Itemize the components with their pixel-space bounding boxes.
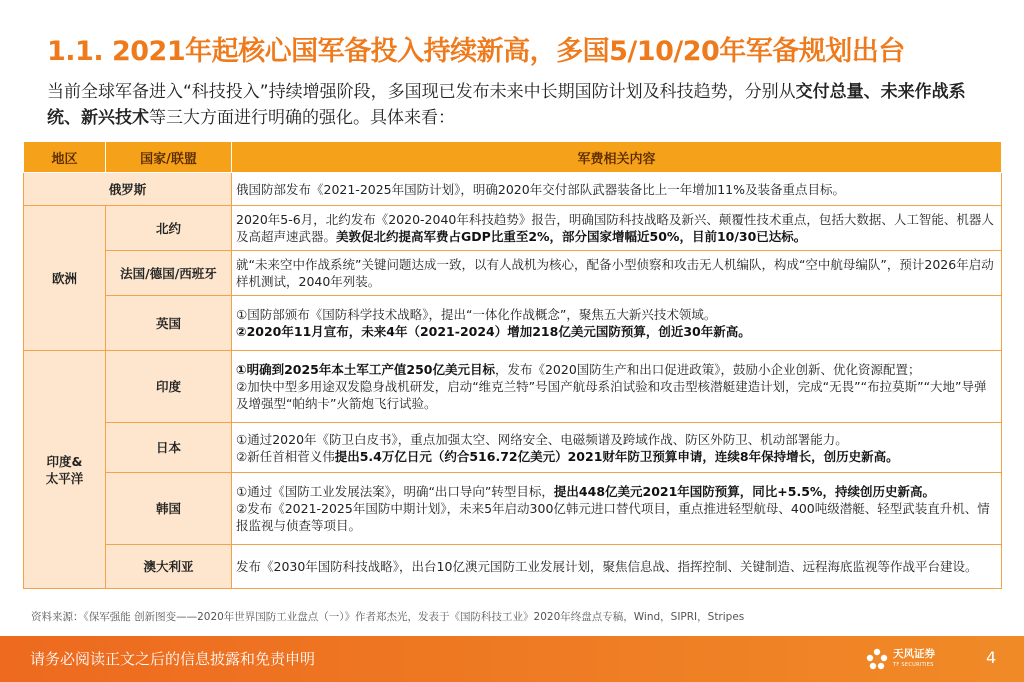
brand-subtitle: TF SECURITIES <box>893 662 934 668</box>
table-row-uk <box>24 296 1002 351</box>
defense-budget-table <box>23 141 1002 589</box>
country-india: 印度 <box>106 351 232 423</box>
country-japan: 日本 <box>106 423 232 473</box>
japan-line-1: ①通过2020年《防卫白皮书》，重点加强太空、网络安全、电磁频谱及跨域作战、防区外防卫、机动部署能力。 <box>236 431 848 447</box>
india-text-2: ②加快中型多用途双发隐身战机研发，启动“维克兰特”号国产航母系泊试验和攻击型核潜艇建造计划，完成“无畏”“布拉莫斯”“大地”导弹及增强型“帕纳卡”火箭炮飞行试验。 <box>236 379 987 411</box>
india-text-1: ，发布《2020国防生产和出口促进政策》，鼓励小企业创新、优化资源配置； <box>494 362 921 377</box>
content-india <box>232 351 1002 423</box>
source-note: 资料来源：《保军强能 创新图变——2020年世界国防工业盘点（一）》作者郑杰光，发表于《国防科技工业》2020年终盘点专稿，Wind，SIPRI，Stripes <box>31 611 745 623</box>
uk-line-2: ②2020年11月宣布，未来4年（2021-2024）增加218亿美元国防预算，创近30年新高。 <box>236 324 751 339</box>
content-russia: 俄国防部发布《2021-2025年国防计划》，明确2020年交付部队武器装备比上一年增加11%及装备重点目标。 <box>232 173 1002 206</box>
content-japan <box>232 423 1002 473</box>
content-uk <box>232 296 1002 351</box>
disclaimer-link[interactable]: 请务必阅读正文之后的信息披露和免责申明 <box>30 650 316 668</box>
nato-text: 2020年5-6月，北约发布《2020-2040年科技趋势》报告，明确国防科技战略及新兴、颠覆性技术重点，包括大数据、人工智能、机器人及高超声速武器。 <box>236 212 994 244</box>
flower-logo-icon <box>865 647 889 671</box>
korea-text-2: ②发布《2021-2025年国防中期计划》，未来5年启动300亿韩元进口替代项目，重点推进轻型航母、400吨级潜艇、轻型武装直升机、情报监视与侦查等项目。 <box>236 501 990 533</box>
page-number: 4 <box>986 648 997 667</box>
intro-paragraph <box>47 79 997 131</box>
country-russia: 俄罗斯 <box>24 173 232 206</box>
country-nato: 北约 <box>106 206 232 251</box>
content-korea <box>232 473 1002 545</box>
header-content: 军费相关内容 <box>232 142 1002 173</box>
table-row-korea <box>24 473 1002 545</box>
header-country: 国家/联盟 <box>106 142 232 173</box>
india-bold-1: ①明确到2025年本土军工产值250亿美元目标 <box>236 362 495 377</box>
table-row-india <box>24 351 1002 423</box>
page-title: 1.1. 2021年起核心国军备投入持续新高，多国5/10/20年军备规划出台 <box>47 36 905 67</box>
japan-bold-2: 提出5.4万亿日元（约合516.72亿美元）2021财年防卫预算申请，连续8年保持增长，创历史新高。 <box>334 448 899 464</box>
intro-text-1: 当前全球军备进入“科技投入”持续增强阶段，多国现已发布未来中长期国防计划及科技趋势，分别从 <box>47 82 796 102</box>
table-row-japan <box>24 423 1002 473</box>
header-region: 地区 <box>24 142 106 173</box>
table-row-nato <box>24 206 1002 251</box>
korea-text-1: ①通过《国防工业发展法案》，明确“出口导向”转型目标， <box>236 484 554 499</box>
country-australia: 澳大利亚 <box>106 545 232 589</box>
country-uk: 英国 <box>106 296 232 351</box>
table-row-fgs <box>24 251 1002 296</box>
brand-name: 天风证券 <box>893 648 935 660</box>
table-row-russia <box>24 173 1002 206</box>
country-france-germany-spain: 法国/德国/西班牙 <box>106 251 232 296</box>
nato-bold: 美敦促北约提高军费占GDP比重至2%，部分国家增幅近50%，目前10/30已达标。 <box>336 229 807 244</box>
korea-bold-1: 提出448亿美元2021年国防预算，同比+5.5%，持续创历史新高。 <box>553 484 935 499</box>
content-nato <box>232 206 1002 251</box>
country-korea: 韩国 <box>106 473 232 545</box>
intro-text-2: 等三大方面进行明确的强化。具体来看： <box>149 108 455 128</box>
content-fgs: 就“未来空中作战系统”关键问题达成一致，以有人战机为核心，配备小型侦察和攻击无人机编队，构成“空中航母编队”，预计2026年启动样机测试，2040年列装。 <box>232 251 1002 296</box>
table-row-australia <box>24 545 1002 589</box>
intro-bold: 交付总量、未来作战系统、新兴技术 <box>47 82 966 128</box>
content-australia: 发布《2030年国防科技战略》，出台10亿澳元国防工业发展计划，聚焦信息战、指挥控制、关键制造、远程海底监视等作战平台建设。 <box>232 545 1002 589</box>
region-indo-pacific-label: 印度&太平洋 <box>45 453 84 486</box>
table-header-row <box>24 142 1002 173</box>
region-indo-pacific <box>24 351 106 589</box>
region-europe: 欧洲 <box>24 206 106 351</box>
uk-line-1: ①国防部颁布《国防科学技术战略》，提出“一体化作战概念”，聚焦五大新兴技术领域。 <box>236 307 717 322</box>
japan-text-2: ②新任首相菅义伟 <box>236 448 335 464</box>
